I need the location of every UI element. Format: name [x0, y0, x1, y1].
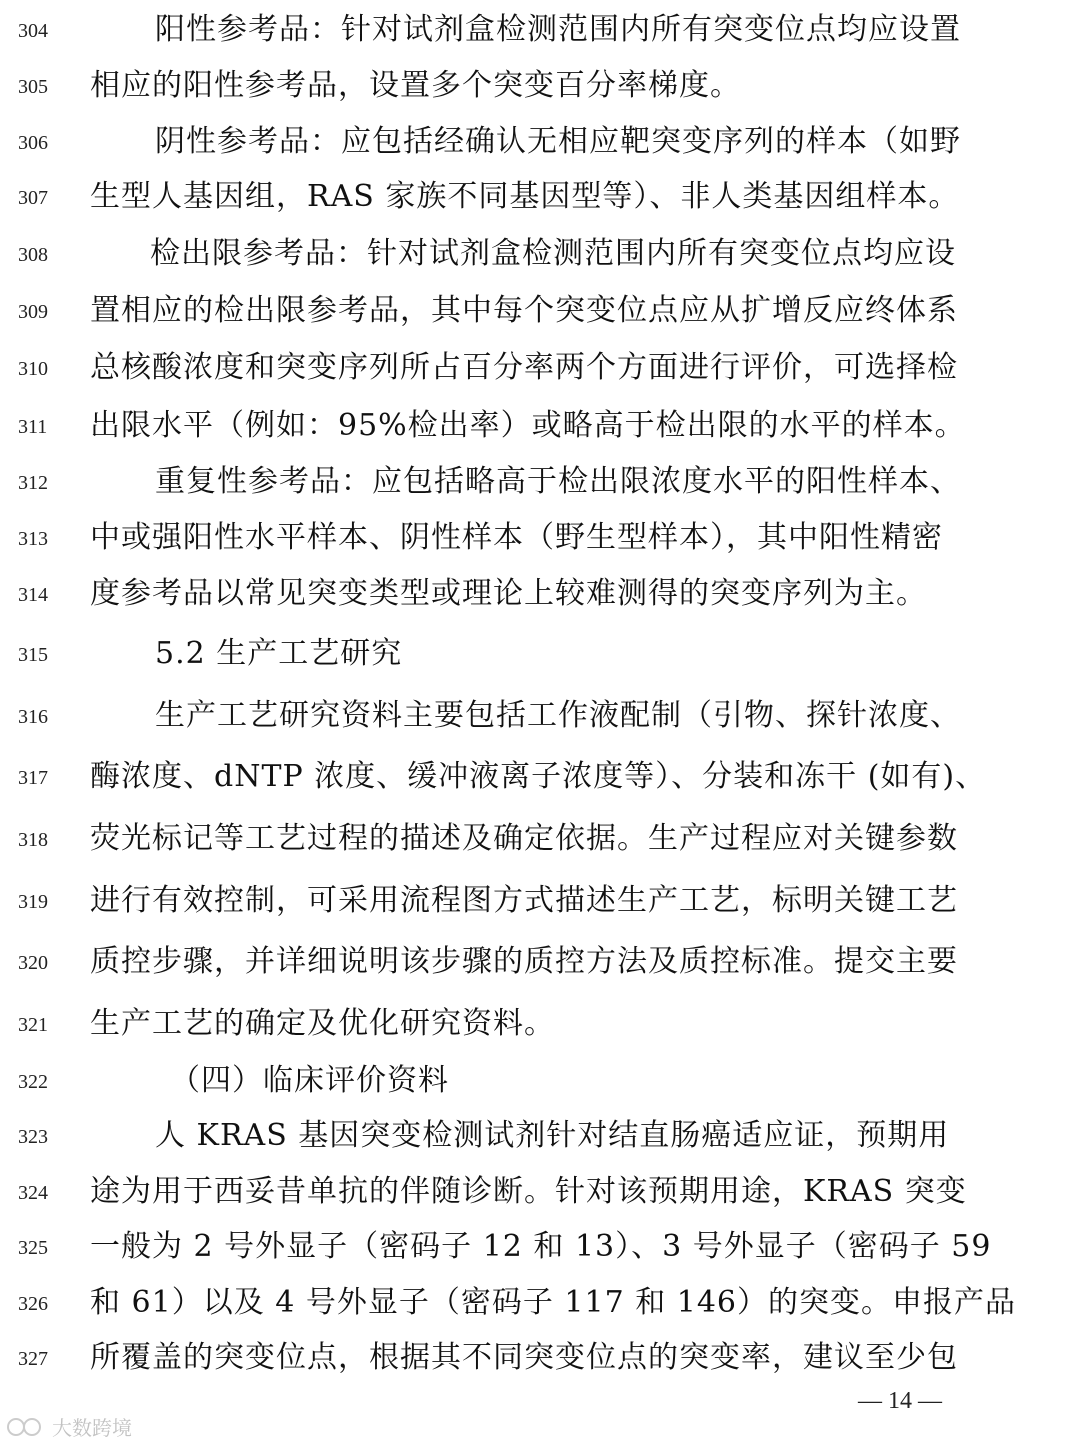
text-line [0, 344, 1080, 400]
text-line [0, 514, 1080, 570]
line-number: 314 [18, 584, 48, 606]
line-number: 306 [18, 132, 48, 154]
text-line [0, 1000, 1080, 1056]
paragraph-text: 和 61）以及 4 号外显子（密码子 117 和 146）的突变。申报产品 [90, 1285, 1016, 1320]
page-number: — 14 — [858, 1388, 942, 1414]
line-number: 317 [18, 767, 48, 789]
line-number: 307 [18, 187, 48, 209]
text-line [0, 173, 1080, 229]
paragraph-text: 酶浓度、dNTP 浓度、缓冲液离子浓度等）、分装和冻干 (如有)、 [90, 759, 987, 794]
paragraph-text: 生型人基因组，RAS 家族不同基因型等）、非人类基因组样本。 [90, 179, 960, 214]
paragraph-text: 出限水平（例如：95%检出率）或略高于检出限的水平的样本。 [90, 408, 966, 443]
text-line [0, 1057, 1080, 1113]
watermark [6, 1412, 132, 1441]
text-line [0, 230, 1080, 286]
text-line [0, 570, 1080, 626]
line-number: 318 [18, 829, 48, 851]
text-line [0, 877, 1080, 933]
text-line [0, 1334, 1080, 1390]
line-number: 327 [18, 1348, 48, 1370]
text-line [0, 62, 1080, 118]
paragraph-text: 途为用于西妥昔单抗的伴随诊断。针对该预期用途，KRAS 突变 [90, 1174, 967, 1209]
chapter-heading: （四）临床评价资料 [170, 1063, 449, 1098]
text-line [0, 815, 1080, 871]
text-line [0, 6, 1080, 62]
section-heading: 5.2 生产工艺研究 [155, 636, 403, 671]
paragraph-text: 置相应的检出限参考品，其中每个突变位点应从扩增反应终体系 [90, 293, 958, 328]
paragraph-text: 相应的阳性参考品，设置多个突变百分率梯度。 [90, 68, 741, 103]
text-line [0, 458, 1080, 514]
text-line [0, 753, 1080, 809]
paragraph-text: 生产工艺研究资料主要包括工作液配制（引物、探针浓度、 [155, 698, 961, 733]
text-line [0, 630, 1080, 686]
text-line [0, 287, 1080, 343]
watermark-text: 大数跨境 [52, 1416, 132, 1440]
text-line [0, 1223, 1080, 1279]
paragraph-text: 荧光标记等工艺过程的描述及确定依据。生产过程应对关键参数 [90, 821, 958, 856]
paragraph-text: 检出限参考品：针对试剂盒检测范围内所有突变位点均应设 [150, 236, 956, 271]
paragraph-text: 一般为 2 号外显子（密码子 12 和 13）、3 号外显子（密码子 59 [90, 1229, 992, 1264]
line-number: 324 [18, 1182, 48, 1204]
line-number: 319 [18, 891, 48, 913]
paragraph-text: 人 KRAS 基因突变检测试剂针对结直肠癌适应证，预期用 [155, 1118, 950, 1153]
paragraph-text: 总核酸浓度和突变序列所占百分率两个方面进行评价，可选择检 [90, 350, 958, 385]
line-number: 311 [18, 416, 48, 438]
text-line [0, 938, 1080, 994]
watermark-logo-icon [6, 1414, 46, 1440]
line-number: 308 [18, 244, 48, 266]
line-number: 325 [18, 1237, 48, 1259]
line-number: 322 [18, 1071, 48, 1093]
paragraph-text: 中或强阳性水平样本、阴性样本（野生型样本），其中阳性精密 [90, 520, 943, 555]
line-number: 304 [18, 20, 48, 42]
line-number: 316 [18, 706, 48, 728]
line-number: 326 [18, 1293, 48, 1315]
line-number: 315 [18, 644, 48, 666]
line-number: 310 [18, 358, 48, 380]
paragraph-text: 质控步骤，并详细说明该步骤的质控方法及质控标准。提交主要 [90, 944, 958, 979]
line-number: 321 [18, 1014, 48, 1036]
text-line [0, 1279, 1080, 1335]
line-number: 313 [18, 528, 48, 550]
paragraph-text: 进行有效控制，可采用流程图方式描述生产工艺，标明关键工艺 [90, 883, 958, 918]
paragraph-text: 阴性参考品：应包括经确认无相应靶突变序列的样本（如野 [155, 124, 961, 159]
paragraph-text: 阳性参考品：针对试剂盒检测范围内所有突变位点均应设置 [155, 12, 961, 47]
line-number: 312 [18, 472, 48, 494]
text-line [0, 692, 1080, 748]
line-number: 309 [18, 301, 48, 323]
line-number: 323 [18, 1126, 48, 1148]
paragraph-text: 度参考品以常见突变类型或理论上较难测得的突变序列为主。 [90, 576, 927, 611]
paragraph-text: 生产工艺的确定及优化研究资料。 [90, 1006, 555, 1041]
line-number: 305 [18, 76, 48, 98]
text-line [0, 118, 1080, 174]
text-line [0, 402, 1080, 458]
paragraph-text: 重复性参考品：应包括略高于检出限浓度水平的阳性样本、 [155, 464, 961, 499]
paragraph-text: 所覆盖的突变位点，根据其不同突变位点的突变率，建议至少包 [90, 1340, 958, 1375]
text-line [0, 1168, 1080, 1224]
line-number: 320 [18, 952, 48, 974]
text-line [0, 1112, 1080, 1168]
